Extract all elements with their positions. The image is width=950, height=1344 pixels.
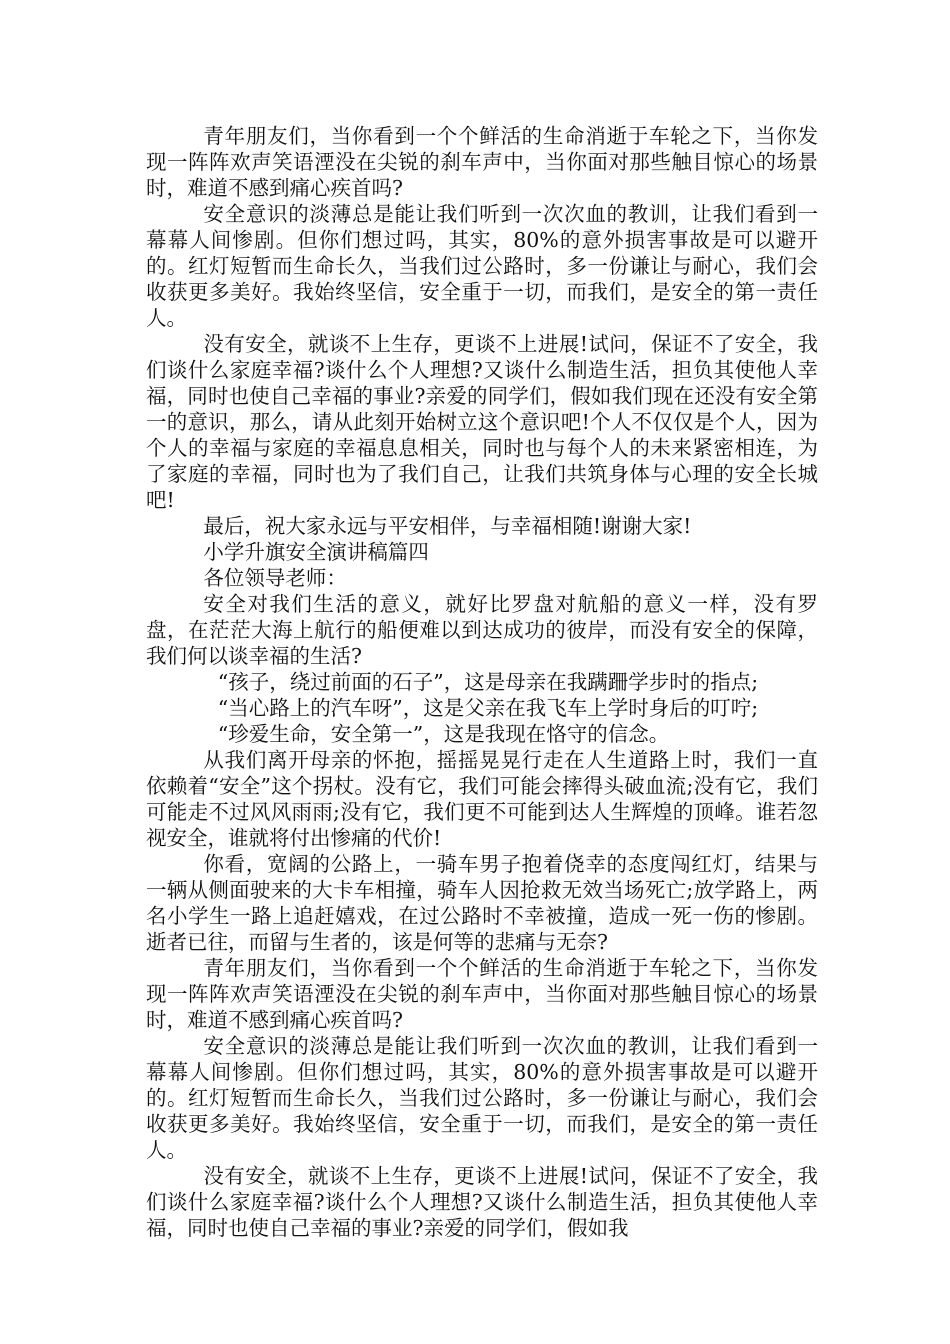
section-heading: 小学升旗安全演讲稿篇四	[203, 540, 429, 564]
paragraph-closing: 最后，祝大家永远与平安相伴，与幸福相随!谢谢大家!	[203, 514, 692, 538]
paragraph-9: 没有安全，就谈不上生存，更谈不上进展!试问，保证不了安全，我们谈什么家庭幸福?谈什么个人理想?又谈什么制造生活，担负其使他人幸福，同时也使自己幸福的事业?亲爱的同学们，假如我	[146, 1164, 818, 1240]
paragraph-5: 从我们离开母亲的怀抱，摇摇晃晃行走在人生道路上时，我们一直依赖着“安全”这个拐杖。没有它，我们可能会摔得头破血流;没有它，我们可能走不过风风雨雨;没有它，我们更不可能到达人生辉煌的顶峰。谁若忽视安全，谁就将付出惨痛的代价!	[146, 748, 818, 850]
paragraph-6: 你看，宽阔的公路上，一骑车男子抱着侥幸的态度闯红灯，结果与一辆从侧面驶来的大卡车相撞，骑车人因抢救无效当场死亡;放学路上，两名小学生一路上追赶嬉戏，在过公路时不幸被撞，造成一死一伤的惨剧。逝者已往，而留与生者的，该是何等的悲痛与无奈?	[146, 852, 818, 954]
salutation: 各位领导老师：	[203, 566, 347, 590]
paragraph-4: 安全对我们生活的意义，就好比罗盘对航船的意义一样，没有罗盘，在茫茫大海上航行的船便难以到达成功的彼岸，而没有安全的保障，我们何以谈幸福的生活?	[146, 592, 818, 668]
quote-2: “当心路上的汽车呀”，这是父亲在我飞车上学时身后的叮咛;	[217, 696, 759, 720]
paragraph-2: 安全意识的淡薄总是能让我们听到一次次血的教训，让我们看到一幕幕人间惨剧。但你们想过吗，其实，80%的意外损害事故是可以避开的。红灯短暂而生命长久，当我们过公路时，多一份谦让与耐心，我们会收获更多美好。我始终坚信，安全重于一切，而我们，是安全的第一责任人。	[146, 202, 818, 330]
quote-3: “珍爱生命，安全第一”，这是我现在恪守的信念。	[217, 722, 670, 746]
quote-1: “孩子，绕过前面的石子”，这是母亲在我蹒跚学步时的指点;	[217, 670, 759, 694]
paragraph-8: 安全意识的淡薄总是能让我们听到一次次血的教训，让我们看到一幕幕人间惨剧。但你们想过吗，其实，80%的意外损害事故是可以避开的。红灯短暂而生命长久，当我们过公路时，多一份谦让与耐心，我们会收获更多美好。我始终坚信，安全重于一切，而我们，是安全的第一责任人。	[146, 1034, 818, 1162]
paragraph-1: 青年朋友们，当你看到一个个鲜活的生命消逝于车轮之下，当你发现一阵阵欢声笑语湮没在尖锐的刹车声中，当你面对那些触目惊心的场景时，难道不感到痛心疾首吗?	[146, 124, 818, 200]
document-page	[146, 123, 818, 1241]
paragraph-3: 没有安全，就谈不上生存，更谈不上进展!试问，保证不了安全，我们谈什么家庭幸福?谈什么个人理想?又谈什么制造生活，担负其使他人幸福，同时也使自己幸福的事业?亲爱的同学们，假如我们现在还没有安全第一的意识，那么，请从此刻开始树立这个意识吧!个人不仅仅是个人，因为个人的幸福与家庭的幸福息息相关，同时也与每个人的未来紧密相连，为了家庭的幸福，同时也为了我们自己，让我们共筑身体与心理的安全长城吧!	[146, 332, 818, 512]
paragraph-7: 青年朋友们，当你看到一个个鲜活的生命消逝于车轮之下，当你发现一阵阵欢声笑语湮没在尖锐的刹车声中，当你面对那些触目惊心的场景时，难道不感到痛心疾首吗?	[146, 956, 818, 1032]
